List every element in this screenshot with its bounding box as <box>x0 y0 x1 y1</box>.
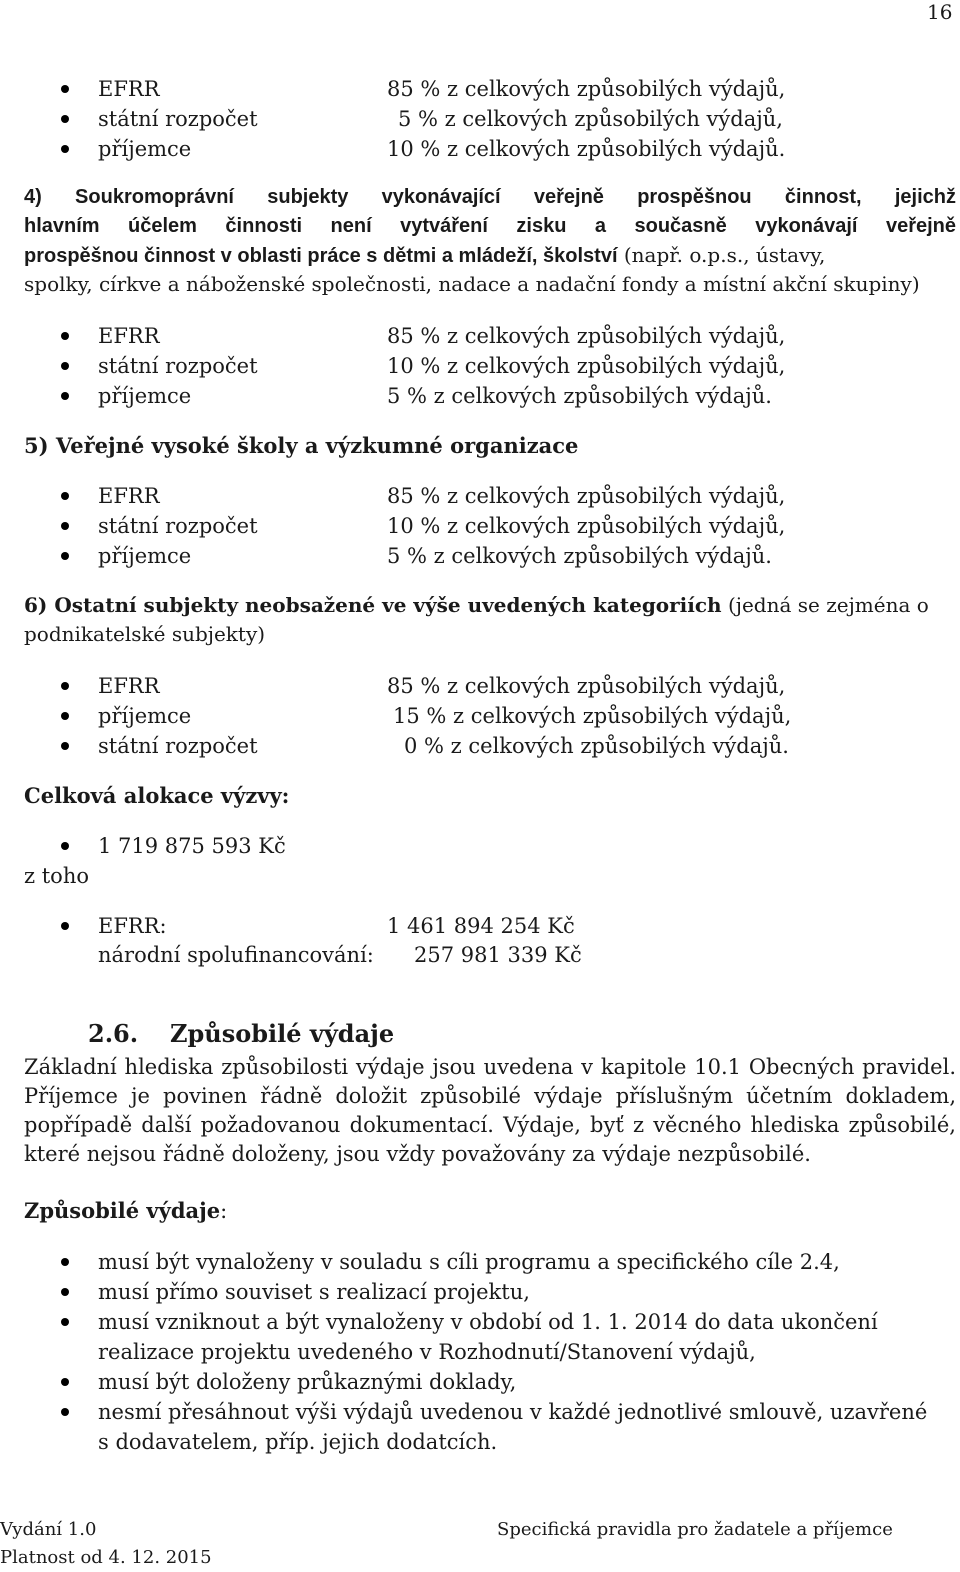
bullet-icon <box>61 332 69 340</box>
allocation-efrr-value: 1 461 894 254 Kč <box>387 914 575 938</box>
heading-bold-part: prospěšnou činnost v oblasti práce s dětmi a mládeží, školství <box>24 245 618 267</box>
bullet-icon <box>61 145 69 153</box>
page-number: 16 <box>927 0 953 24</box>
allocation-efrr-label: EFRR: <box>98 914 167 938</box>
funding-share-value: 85 % z celkových způsobilých výdajů, <box>387 324 786 348</box>
bullet-icon <box>61 522 69 530</box>
funding-share-value: 85 % z celkových způsobilých výdajů, <box>387 77 786 101</box>
funding-share-value: 10 % z celkových způsobilých výdajů, <box>387 514 786 538</box>
heading-line <box>24 241 956 271</box>
heading-normal-part: (jedná se zejména o <box>721 593 929 617</box>
funding-source-label: státní rozpočet <box>98 734 258 758</box>
bullet-icon <box>61 1378 69 1386</box>
heading-line: spolky, církve a náboženské společnosti, nadace a nadační fondy a místní akční skupiny) <box>24 272 920 296</box>
funding-source-label: EFRR <box>98 484 160 508</box>
funding-source-label: příjemce <box>98 704 192 728</box>
funding-source-label: příjemce <box>98 137 192 161</box>
paragraph-line: popřípadě další požadovanou dokumentací. Výdaje, byť z věcného hlediska způsobilé, <box>24 1113 956 1137</box>
bullet-icon <box>61 1318 69 1326</box>
heading-line: podnikatelské subjekty) <box>24 622 266 646</box>
list-item: musí být vynaloženy v souladu s cíli programu a specifického cíle 2.4, <box>98 1250 840 1274</box>
bullet-icon <box>61 552 69 560</box>
bullet-icon <box>61 682 69 690</box>
funding-share-value: 15 % z celkových způsobilých výdajů, <box>393 704 792 728</box>
bullet-icon <box>61 392 69 400</box>
allocation-total: 1 719 875 593 Kč <box>98 834 286 858</box>
heading-line: hlavním účelem činnosti není vytváření zisku a současně vykonávají veřejně <box>24 215 956 237</box>
list-item-continuation: realizace projektu uvedeného v Rozhodnutí/Stanovení výdajů, <box>98 1340 756 1364</box>
category-5-heading: 5) Veřejné vysoké školy a výzkumné organizace <box>24 433 579 458</box>
footer-valid-from: Platnost od 4. 12. 2015 <box>0 1547 212 1568</box>
eligible-heading-text: Způsobilé výdaje <box>24 1198 221 1223</box>
bullet-icon <box>61 115 69 123</box>
allocation-national-label: národní spolufinancování: <box>98 943 374 967</box>
list-item: musí být doloženy průkaznými doklady, <box>98 1370 517 1394</box>
allocation-national-value: 257 981 339 Kč <box>414 943 582 967</box>
bullet-icon <box>61 85 69 93</box>
list-item: musí přímo souviset s realizací projektu, <box>98 1280 530 1304</box>
funding-source-label: příjemce <box>98 544 192 568</box>
bullet-icon <box>61 1288 69 1296</box>
footer-edition: Vydání 1.0 <box>0 1519 97 1540</box>
funding-source-label: státní rozpočet <box>98 354 258 378</box>
funding-share-value: 5 % z celkových způsobilých výdajů. <box>387 544 772 568</box>
allocation-of-which: z toho <box>24 864 89 888</box>
footer-doc-title: Specifická pravidla pro žadatele a příjemce <box>497 1519 893 1540</box>
heading-line: 4) Soukromoprávní subjekty vykonávající veřejně prospěšnou činnost, jejichž <box>24 186 956 208</box>
funding-share-value: 10 % z celkových způsobilých výdajů. <box>387 137 786 161</box>
bullet-icon <box>61 742 69 750</box>
funding-share-value: 5 % z celkových způsobilých výdajů, <box>398 107 783 131</box>
bullet-icon <box>61 842 69 850</box>
bullet-icon <box>61 1258 69 1266</box>
eligible-heading <box>24 1196 227 1226</box>
funding-source-label: EFRR <box>98 324 160 348</box>
funding-source-label: EFRR <box>98 77 160 101</box>
funding-share-value: 85 % z celkových způsobilých výdajů, <box>387 674 786 698</box>
bullet-icon <box>61 922 69 930</box>
funding-share-value: 10 % z celkových způsobilých výdajů, <box>387 354 786 378</box>
bullet-icon <box>61 492 69 500</box>
list-item: nesmí přesáhnout výši výdajů uvedenou v každé jednotlivé smlouvě, uzavřené <box>98 1400 928 1424</box>
heading-line <box>24 591 956 620</box>
paragraph-line: Základní hlediska způsobilosti výdaje jsou uvedena v kapitole 10.1 Obecných pravidel. <box>24 1055 956 1079</box>
bullet-icon <box>61 362 69 370</box>
allocation-heading: Celková alokace výzvy: <box>24 783 290 808</box>
list-item: musí vzniknout a být vynaloženy v období od 1. 1. 2014 do data ukončení <box>98 1310 878 1334</box>
section-number: 2.6. <box>88 1019 139 1048</box>
funding-source-label: příjemce <box>98 384 192 408</box>
funding-source-label: státní rozpočet <box>98 514 258 538</box>
paragraph-line: Příjemce je povinen řádně doložit způsobilé výdaje příslušným účetním dokladem, <box>24 1084 956 1108</box>
funding-source-label: státní rozpočet <box>98 107 258 131</box>
section-title: Způsobilé výdaje <box>170 1019 395 1048</box>
bullet-icon <box>61 712 69 720</box>
bullet-icon <box>61 1408 69 1416</box>
heading-bold-part: 6) Ostatní subjekty neobsažené ve výše uvedených kategoriích <box>24 593 722 617</box>
funding-share-value: 5 % z celkových způsobilých výdajů. <box>387 384 772 408</box>
funding-share-value: 85 % z celkových způsobilých výdajů, <box>387 484 786 508</box>
eligible-heading-colon: : <box>220 1199 228 1223</box>
funding-share-value: 0 % z celkových způsobilých výdajů. <box>404 734 789 758</box>
heading-normal-part: (např. o.p.s., ústavy, <box>617 243 826 267</box>
paragraph-line: které nejsou řádně doloženy, jsou vždy považovány za výdaje nezpůsobilé. <box>24 1142 811 1166</box>
funding-source-label: EFRR <box>98 674 160 698</box>
list-item-continuation: s dodavatelem, příp. jejich dodatcích. <box>98 1430 498 1454</box>
